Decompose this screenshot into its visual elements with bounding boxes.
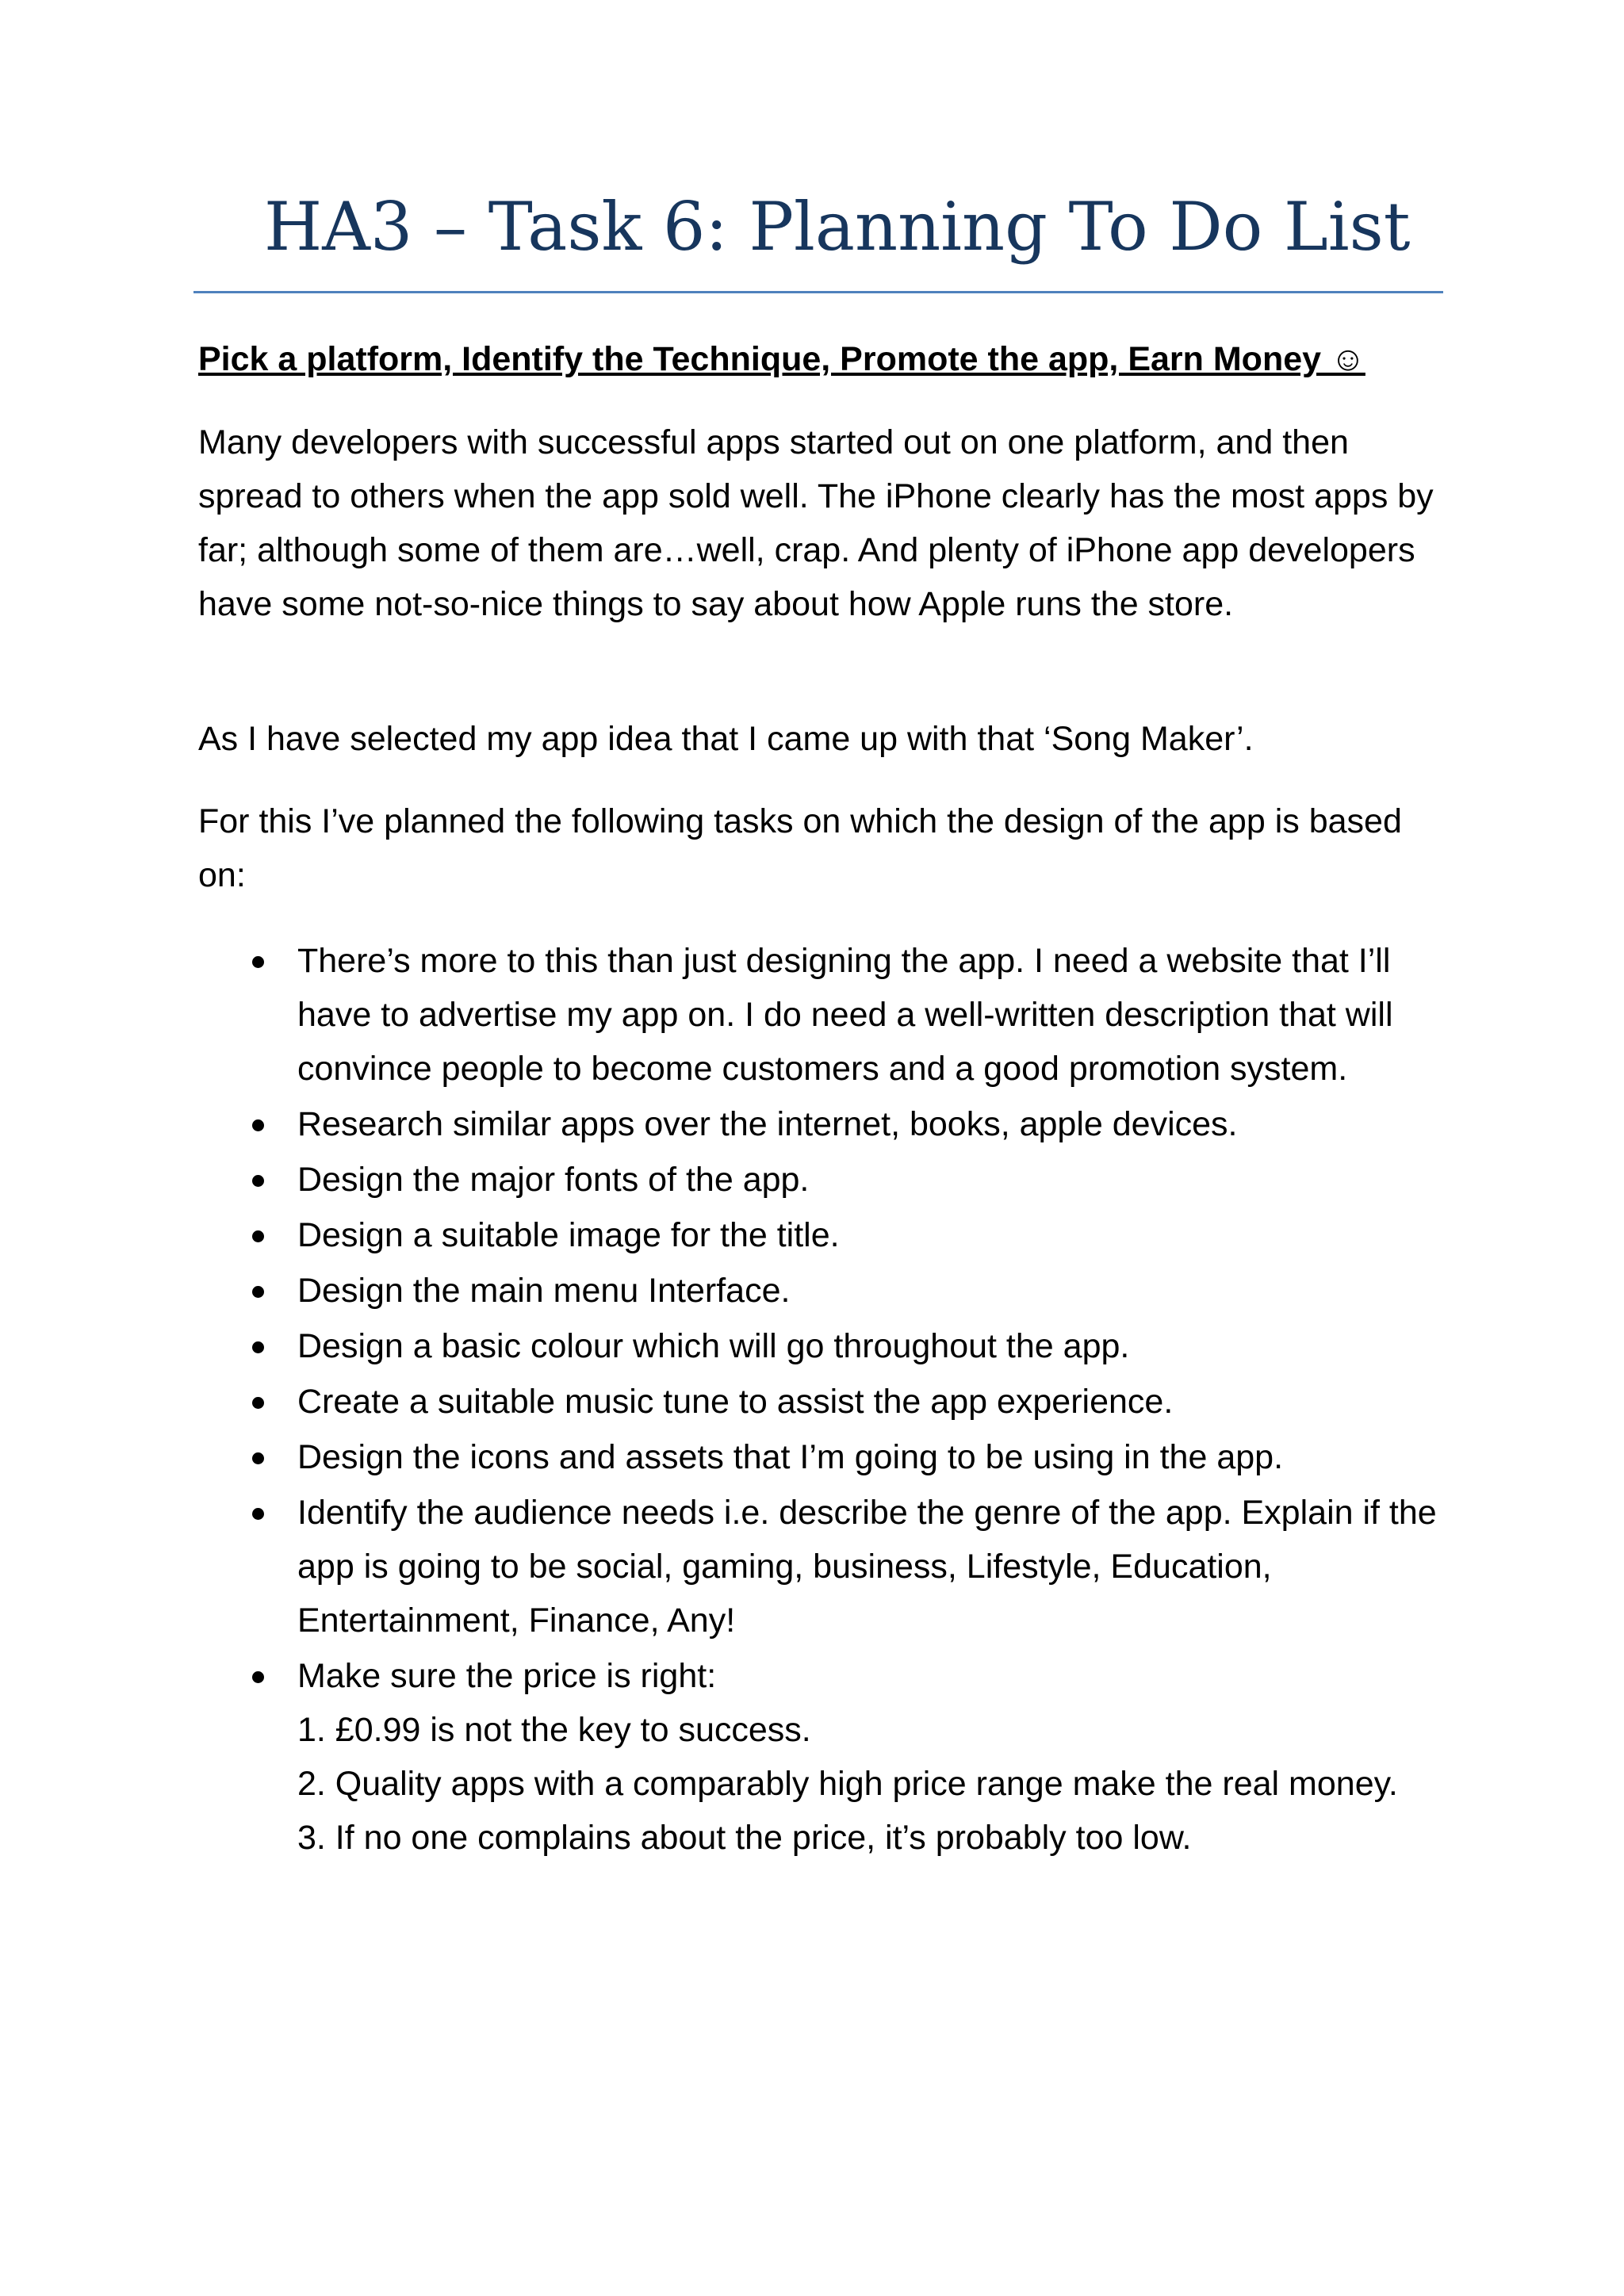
bullet-icon <box>252 1508 264 1520</box>
bullet-icon <box>252 1452 264 1464</box>
list-item-text: Design the main menu Interface. <box>297 1272 791 1310</box>
list-item <box>198 1208 1443 1262</box>
list-item <box>198 1486 1443 1647</box>
list-item <box>198 1264 1443 1318</box>
bullet-icon <box>252 956 264 968</box>
tasks-intro-paragraph: For this I’ve planned the following tasks on which the design of the app is based on: <box>198 802 1402 894</box>
list-item <box>198 1319 1443 1373</box>
bullet-icon <box>252 1397 264 1409</box>
document-title: HA3 – Task 6: Planning To Do List <box>264 188 1411 266</box>
list-item <box>198 1153 1443 1207</box>
list-item-text: There’s more to this than just designing the app. I need a website that I’ll have to advertise my app on. I do need a well-written description that will convince people to become customers and a good promotion system. <box>297 942 1393 1088</box>
bullet-icon <box>252 1341 264 1353</box>
list-item-text: Make sure the price is right: <box>297 1657 717 1695</box>
bullet-icon <box>252 1671 264 1683</box>
list-item-text: Design the icons and assets that I’m going to be using in the app. <box>297 1438 1284 1476</box>
bullet-icon <box>252 1175 264 1187</box>
list-item-text: Design the major fonts of the app. <box>297 1161 810 1199</box>
list-item <box>198 1097 1443 1151</box>
list-item <box>198 1375 1443 1429</box>
list-item-text: Identify the audience needs i.e. describe the genre of the app. Explain if the app is going to be social, gaming, business, Lifestyle, Education, Entertainment, Finance, Any! <box>297 1494 1437 1640</box>
section-subheading: Pick a platform, Identify the Technique, Promote the app, Earn Money ☺ <box>198 340 1365 378</box>
bullet-icon <box>252 1230 264 1242</box>
intro-paragraph: Many developers with successful apps started out on one platform, and then spread to others when the app sold well. The iPhone clearly has the most apps by far; although some of them are…well, crap. And plenty of iPhone app developers have some not-so-nice things to say about how Apple runs the store. <box>198 423 1434 623</box>
bullet-icon <box>252 1286 264 1298</box>
bullet-icon <box>252 1119 264 1131</box>
list-item <box>198 1430 1443 1484</box>
task-list <box>198 934 1443 1866</box>
list-item-text: Create a suitable music tune to assist the app experience. <box>297 1383 1174 1421</box>
app-idea-paragraph: As I have selected my app idea that I came up with that ‘Song Maker’. <box>198 720 1254 758</box>
list-item <box>198 1649 1443 1865</box>
title-underline-rule <box>193 291 1443 293</box>
price-point-1: 1. £0.99 is not the key to success. <box>297 1711 811 1749</box>
price-point-2: 2. Quality apps with a comparably high price range make the real money. <box>297 1765 1398 1803</box>
price-point-3: 3. If no one complains about the price, it’s probably too low. <box>297 1819 1192 1857</box>
list-item <box>198 934 1443 1096</box>
list-item-text: Design a basic colour which will go throughout the app. <box>297 1327 1130 1365</box>
list-item-text: Research similar apps over the internet, books, apple devices. <box>297 1105 1238 1143</box>
list-item-text: Design a suitable image for the title. <box>297 1216 840 1254</box>
